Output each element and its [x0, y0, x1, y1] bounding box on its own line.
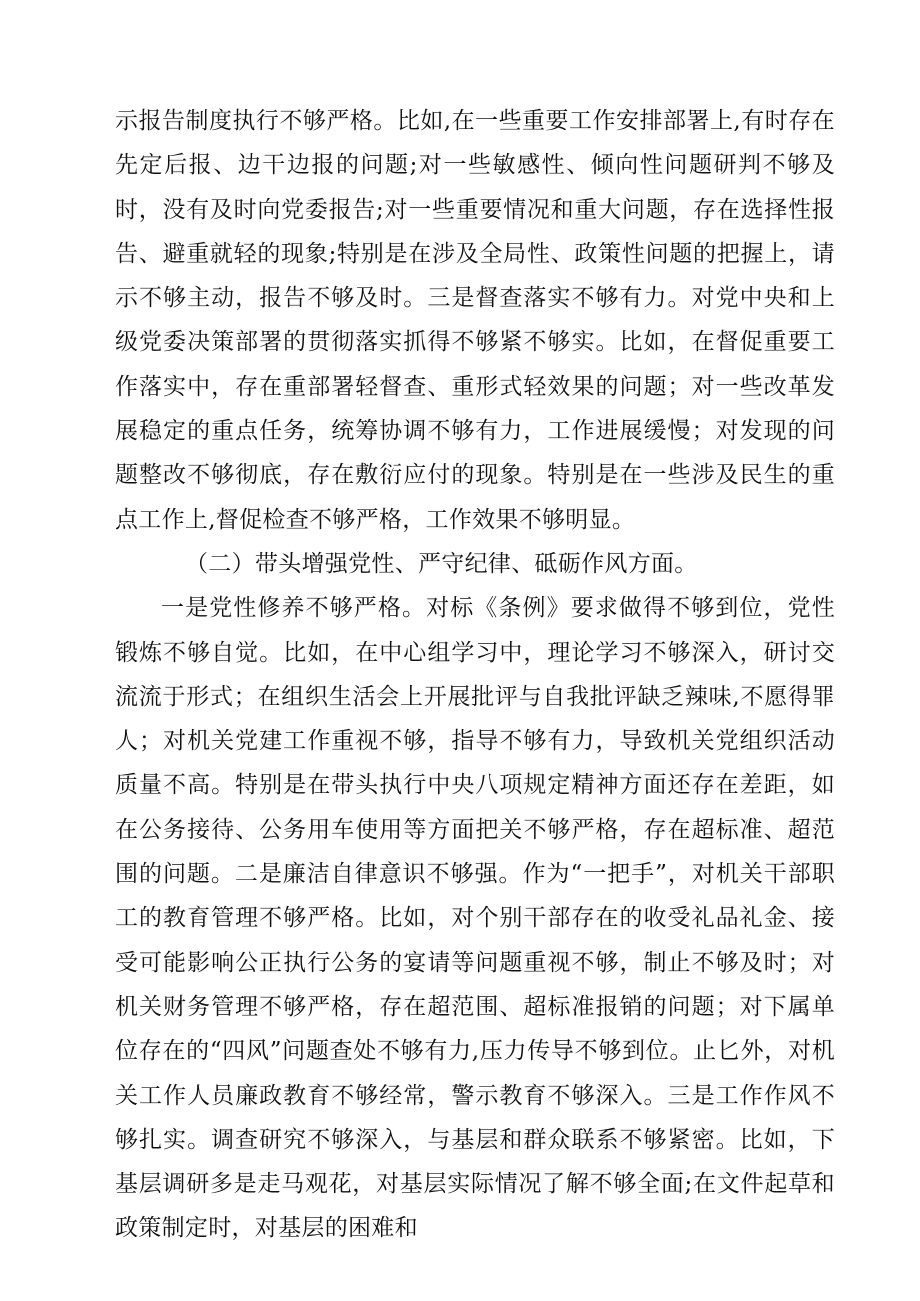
- section-heading: （二）带头增强党性、严守纪律、砥砺作风方面。: [185, 550, 698, 577]
- document-page: [115, 99, 835, 1251]
- body-paragraph-continued: 示报告制度执行不够严格。比如,在一些重要工作安排部署上,有时存在先定后报、边干边报的问题;对一些敏感性、倾向性问题研判不够及时，没有及时向党委报告;对一些重要情况和重大问题，存在选择性报告、避重就轻的现象;特别是在涉及全局性、政策性问题的把握上，请示不够主动，报告不够及时。三是督查落实不够有力。对党中央和上级党委决策部署的贯彻落实抓得不够紧不够实。比如，在督促重要工作落实中，存在重部署轻督查、重形式轻效果的问题；对一些改革发展稳定的重点任务，统筹协调不够有力，工作进展缓慢；对发现的问题整改不够彻底，存在敷衍应付的现象。特别是在一些涉及民生的重点工作上,督促检查不够严格，工作效果不够明显。: [115, 108, 835, 533]
- body-paragraph: 一是党性修养不够严格。对标《条例》要求做得不够到位，党性锻炼不够自觉。比如，在中心组学习中，理论学习不够深入，研讨交流流于形式；在组织生活会上开展批评与自我批评缺乏辣味,不愿得罪人；对机关党建工作重视不够，指导不够有力，导致机关党组织活动质量不高。特别是在带头执行中央八项规定精神方面还存在差距，如在公务接待、公务用车使用等方面把关不够严格，存在超标准、超范围的问题。二是廉洁自律意识不够强。作为“一把手”，对机关干部职工的教育管理不够严格。比如，对个别干部存在的收受礼品礼金、接受可能影响公正执行公务的宴请等问题重视不够，制止不够及时；对机关财务管理不够严格，存在超范围、超标准报销的问题；对下属单位存在的“四风”问题查处不够有力,压力传导不够到位。止匕外，对机关工作人员廉政教育不够经常，警示教育不够深入。三是工作作风不够扎实。调查研究不够深入，与基层和群众联系不够紧密。比如，下基层调研多是走马观花，对基层实际情况了解不够全面;在文件起草和政策制定时，对基层的困难和: [115, 595, 835, 1242]
